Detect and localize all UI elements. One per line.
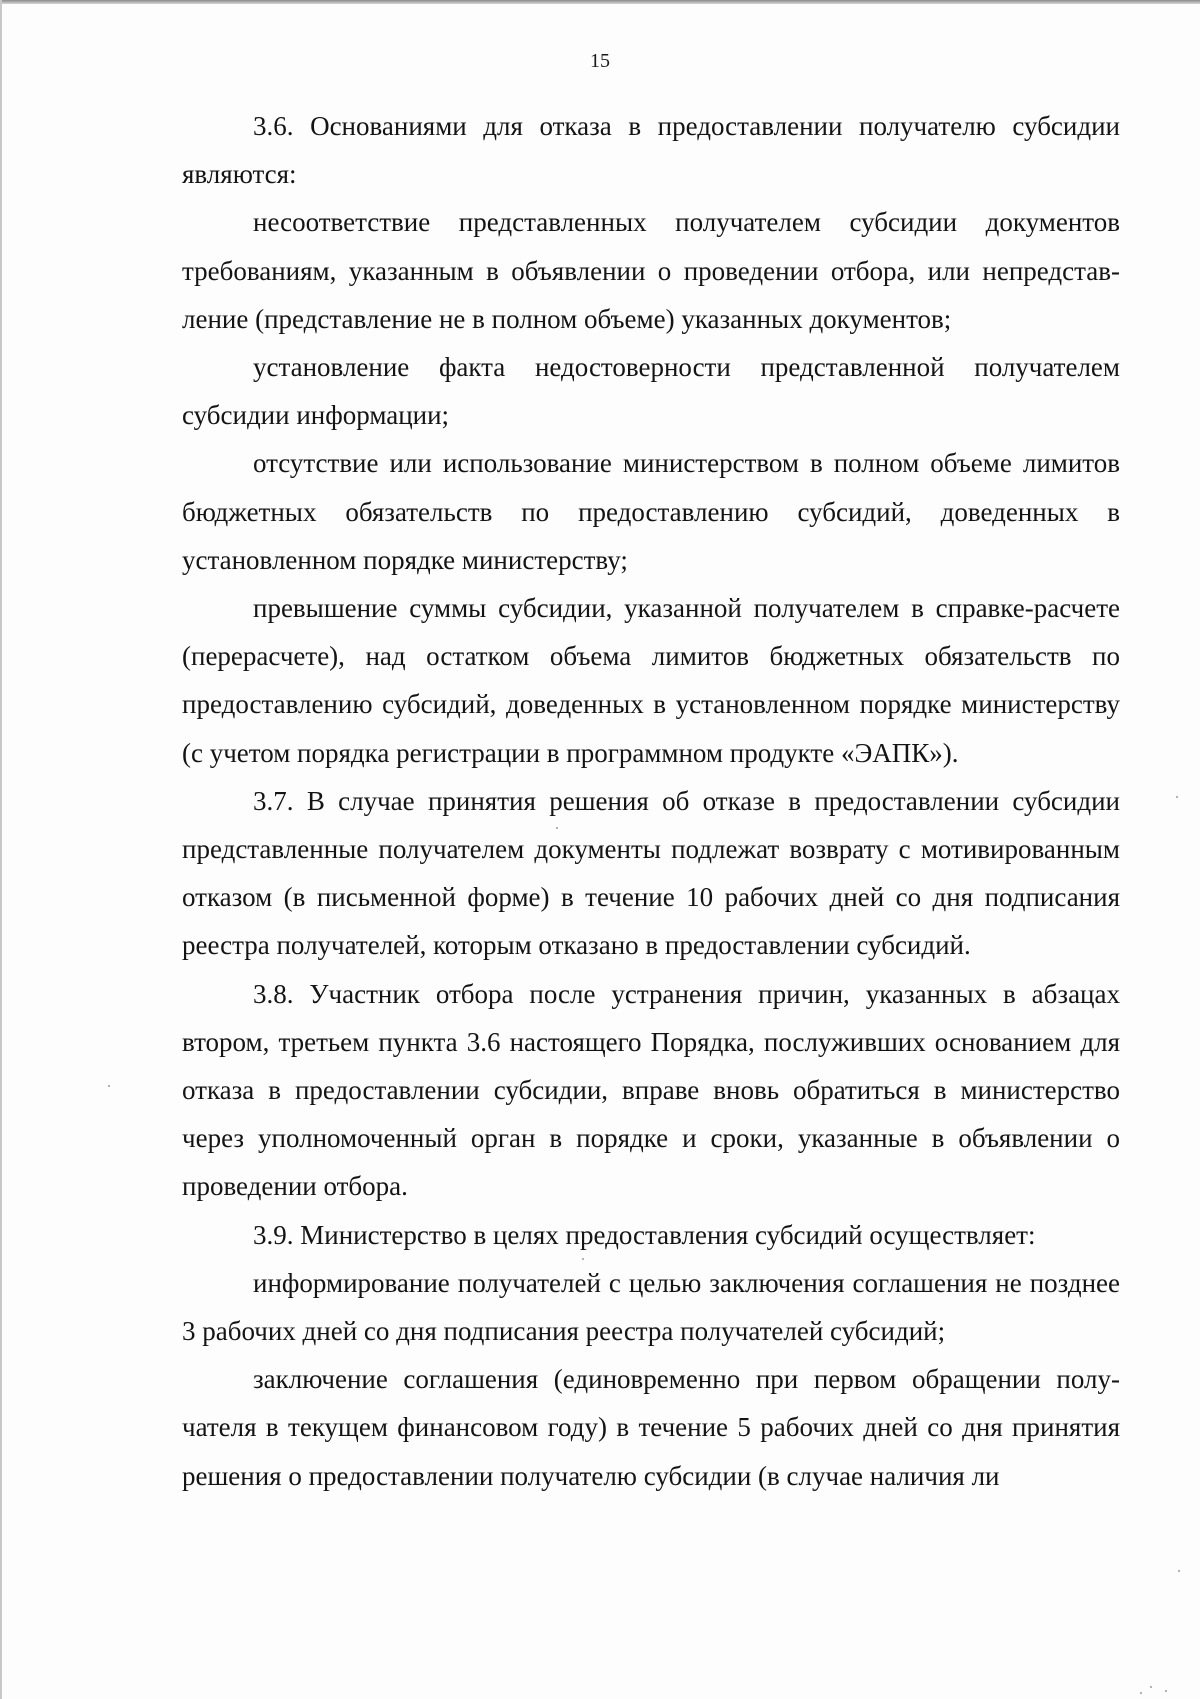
paragraph-3-6-intro: 3.6. Основаниями для отказа в предоставлении получателю субсидии являются: — [182, 111, 1120, 190]
scan-speck — [1176, 796, 1178, 798]
scan-speck — [582, 1258, 584, 1260]
paragraph-3-9-intro: 3.9. Министерство в целях предоставления субсидий осуществляет: — [253, 1219, 1036, 1250]
paragraph-3-6-item-3: отсутствие или использование министерством в полном объеме лимитов бюджетных обязательств по предоставлению субсидий, доведенных в установленном порядке министерству; — [182, 448, 1120, 575]
scan-speck — [108, 1085, 110, 1087]
scan-left-edge — [0, 0, 2, 1699]
scan-speck — [1178, 1570, 1180, 1572]
paragraph-3-6-item-4: превышение суммы субсидии, указанной получателем в справке-расчете (перерасчете), над остатком объема лимитов бюджетных обязательств по предоставлению субсидий, доведенных в установленном порядке министерству (с учетом порядка регистрации в программном продукте «ЭАПК»). — [182, 593, 1120, 768]
paragraph-3-6-item-2: установление факта недостоверности представленной получателем субсидии информации; — [182, 352, 1120, 431]
page-number: 15 — [590, 50, 610, 72]
paragraph-3-6-item-1: несоответствие представленных получателем субсидии документов требованиям, указанным в объявлении о проведении отбора, или непредставление (представление не в полном объеме) указанных документов; — [182, 207, 1120, 334]
document-body — [182, 102, 1120, 1500]
paragraph-3-7: 3.7. В случае принятия решения об отказе в предоставлении субсидии представленные получателем документы подлежат возврату с мотивированным отказом (в письменной форме) в течение 10 рабочих дней со дня подписания реестра получателей, которым отказано в предоставлении субсидий. — [182, 785, 1120, 961]
scan-speck — [1140, 1692, 1142, 1694]
scan-speck — [556, 827, 558, 829]
paragraph-3-9-item-1: информирование получателей с целью заключения соглашения не позднее 3 рабочих дней со дня подписания реестра получателей субсидий; — [182, 1267, 1120, 1347]
paragraph-3-9-item-2: заключение соглашения (единовременно при первом обращении получателя в текущем финансовом году) в течение 5 рабочих дней со дня принятия решения о предоставлении получателю субсидии (в случае наличия ли — [182, 1364, 1120, 1491]
scan-speck — [1150, 1686, 1152, 1688]
scan-top-edge — [0, 0, 1200, 4]
scan-speck — [1165, 1690, 1167, 1692]
paragraph-3-8: 3.8. Участник отбора после устранения причин, указанных в абзацах втором, третьем пункта 3.6 настоящего Порядка, послуживших основанием для отказа в предоставлении субсидии, вправе вновь обратиться в министерство через уполномоченный орган в порядке и сроки, указанные в объявлении о проведении отбора. — [182, 978, 1120, 1202]
